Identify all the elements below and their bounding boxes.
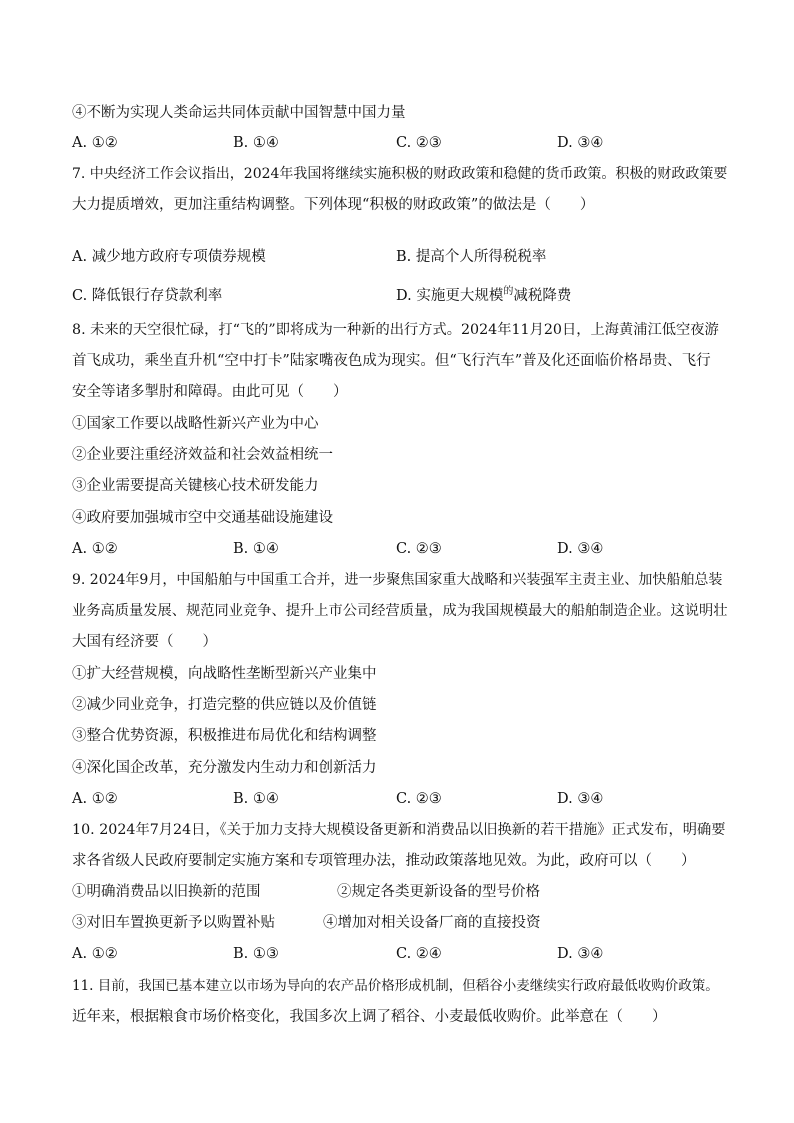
- q8-option-d: D. ③④: [557, 541, 604, 557]
- q8-option-c: C. ②③: [396, 541, 442, 557]
- q7-option-d-sup: 的: [503, 286, 514, 297]
- q7-option-a: A. 减少地方政府专项债券规模: [72, 249, 266, 265]
- q10-statement-4: ④增加对相关设备厂商的直接投资: [323, 915, 541, 931]
- q9-statement-4: ④深化国企改革，充分激发内生动力和创新活力: [72, 760, 377, 776]
- q8-statement-4: ④政府要加强城市空中交通基础设施建设: [72, 510, 333, 526]
- q9-statement-3: ③整合优势资源，积极推进布局优化和结构调整: [72, 728, 377, 744]
- q7-stem-line-1: 7. 中央经济工作会议指出，2024年我国将继续实施积极的财政政策和稳健的货币政策。积极的财政政策要: [72, 166, 728, 182]
- q11-stem-line-1: 11. 目前，我国已基本建立以市场为导向的农产品价格形成机制，但稻谷小麦继续实行政府最低收购价政策。: [72, 978, 719, 994]
- q10-option-c: C. ②④: [396, 946, 442, 962]
- q10-option-a: A. ①②: [72, 946, 118, 962]
- q6-option-a: A. ①②: [72, 135, 118, 151]
- q8-stem-line-3: 安全等诸多掣肘和障碍。由此可见（ ）: [72, 384, 348, 400]
- q10-statement-2: ②规定各类更新设备的型号价格: [337, 884, 540, 900]
- q9-statement-1: ①扩大经营规模，向战略性垄断型新兴产业集中: [72, 666, 377, 682]
- q7-stem-line-2: 大力提质增效，更加注重结构调整。下列体现“积极的财政政策”的做法是（ ）: [72, 197, 595, 213]
- q9-option-a: A. ①②: [72, 791, 118, 807]
- q9-option-c: C. ②③: [396, 791, 442, 807]
- q9-option-b: B. ①④: [233, 791, 279, 807]
- q8-statement-1: ①国家工作要以战略性新兴产业为中心: [72, 416, 319, 432]
- q9-statement-2: ②减少同业竞争，打造完整的供应链以及价值链: [72, 697, 377, 713]
- q7-option-b: B. 提高个人所得税税率: [396, 249, 547, 265]
- q8-statement-3: ③企业需要提高关键核心技术研发能力: [72, 478, 319, 494]
- q9-stem-line-1: 9. 2024年9月，中国船舶与中国重工合并，进一步聚焦国家重大战略和兴装强军主责主业、加快船舶总装: [72, 572, 723, 588]
- q10-option-b: B. ①③: [233, 946, 279, 962]
- q8-stem-line-1: 8. 未来的天空很忙碌，打“飞的”即将成为一种新的出行方式。2024年11月20日，上海黄浦江低空夜游: [72, 322, 719, 338]
- q6-option-b: B. ①④: [233, 135, 279, 151]
- q8-stem-line-2: 首飞成功，乘坐直升机“空中打卡”陆家嘴夜色成为现实。但“飞行汽车”普及化还面临价格昂贵、飞行: [72, 353, 711, 369]
- q9-stem-line-2: 业务高质量发展、规范同业竞争、提升上市公司经营质量，成为我国规模最大的船舶制造企业。这说明壮: [72, 603, 728, 619]
- q10-stem-line-2: 求各省级人民政府要制定实施方案和专项管理办法，推动政策落地见效。为此，政府可以（ ）: [72, 853, 696, 869]
- q8-statement-2: ②企业要注重经济效益和社会效益相统一: [72, 447, 333, 463]
- q8-option-b: B. ①④: [233, 541, 279, 557]
- q7-option-c: C. 降低银行存贷款利率: [72, 288, 223, 304]
- q7-option-d: [396, 286, 571, 308]
- q7-option-d-post: 减税降费: [513, 288, 572, 304]
- q10-statement-3: ③对旧车置换更新予以购置补贴: [72, 915, 275, 931]
- q10-option-d: D. ③④: [557, 946, 604, 962]
- q6-option-c: C. ②③: [396, 135, 442, 151]
- q11-stem-line-2: 近年来，根据粮食市场价格变化，我国多次上调了稻谷、小麦最低收购价。此举意在（ ）: [72, 1009, 667, 1025]
- q7-option-d-pre: D. 实施更大规模: [396, 288, 504, 304]
- q10-statement-1: ①明确消费品以旧换新的范围: [72, 884, 261, 900]
- q10-stem-line-1: 10. 2024年7月24日，《关于加力支持大规模设备更新和消费品以旧换新的若干措施》正式发布，明确要: [72, 822, 726, 838]
- q6-option-d: D. ③④: [557, 135, 604, 151]
- q6-statement-4: ④不断为实现人类命运共同体贡献中国智慧中国力量: [72, 105, 406, 121]
- q8-option-a: A. ①②: [72, 541, 118, 557]
- q9-option-d: D. ③④: [557, 791, 604, 807]
- q9-stem-line-3: 大国有经济要（ ）: [72, 634, 217, 650]
